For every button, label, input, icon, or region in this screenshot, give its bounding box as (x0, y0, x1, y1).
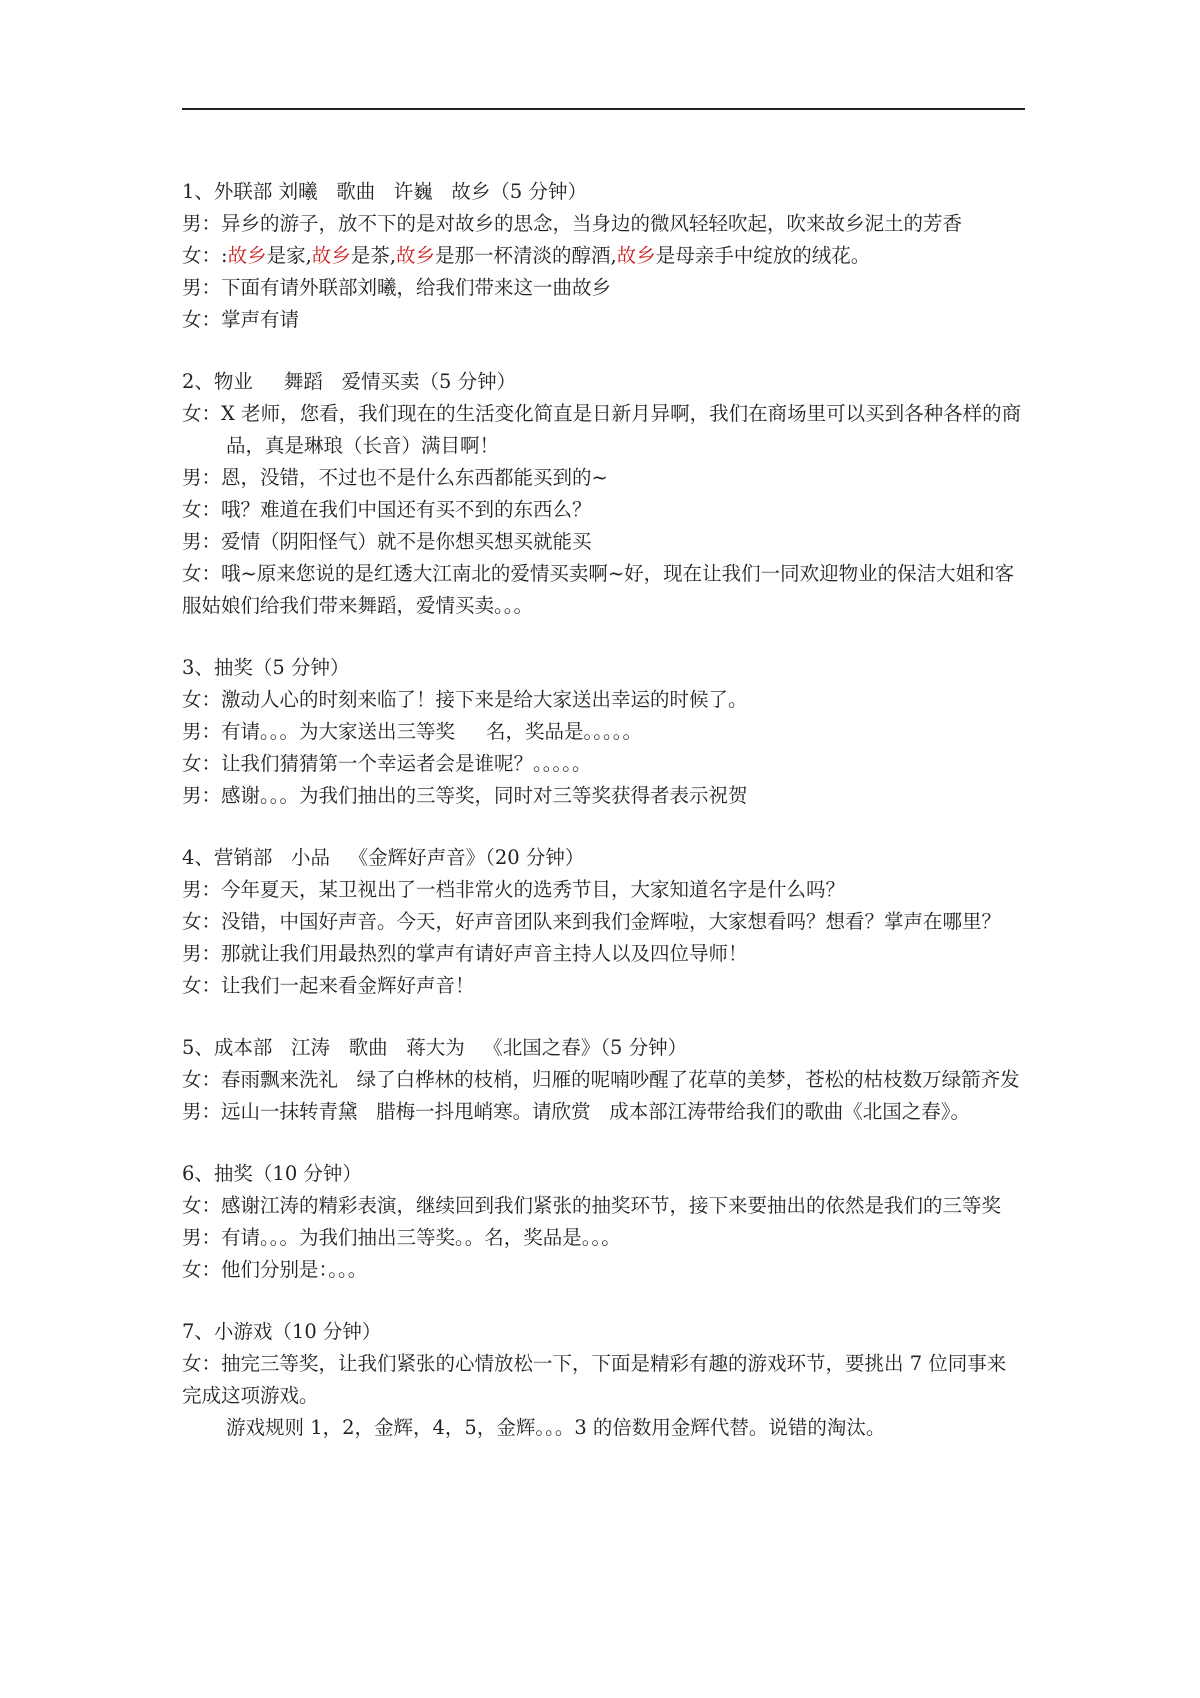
dialogue-line: 女：哦？难道在我们中国还有买不到的东西么？ (182, 498, 592, 521)
section-title: 3、抽奖（5 分钟） (182, 656, 350, 679)
dialogue-line: 女：X 老师，您看，我们现在的生活变化简直是日新月异啊，我们在商场里可以买到各种各样的商品，真是琳琅（长音）满目啊！ (182, 402, 1022, 457)
program-section (182, 842, 1025, 1002)
line-text: 是家, (266, 244, 312, 267)
section-title: 2、物业 舞蹈 爱情买卖（5 分钟） (182, 370, 517, 393)
dialogue-line: 女：他们分别是：。。。 (182, 1258, 368, 1281)
section-title: 4、营销部 小品 《金辉好声音》（20 分钟） (182, 846, 585, 869)
dialogue-line: 游戏规则 1，2，金辉，4，5，金辉。。。3 的倍数用金辉代替。说错的淘汰。 (226, 1416, 886, 1439)
dialogue-line: 男：有请。。。为大家送出三等奖 名，奖品是。。。。。 (182, 720, 642, 743)
program-section (182, 1158, 1025, 1286)
dialogue-line: 女：抽完三等奖，让我们紧张的心情放松一下，下面是精彩有趣的游戏环节，要挑出 7 位同事来完成这项游戏。 (182, 1352, 1007, 1407)
dialogue-line: 女：感谢江涛的精彩表演，继续回到我们紧张的抽奖环节，接下来要抽出的依然是我们的三等奖 (182, 1194, 1002, 1217)
line-text: 女：: (182, 244, 228, 267)
highlighted-text: 故乡 (616, 244, 656, 267)
section-title: 1、外联部 刘曦 歌曲 许巍 故乡（5 分钟） (182, 180, 587, 203)
document-body (182, 176, 1025, 1474)
dialogue-line: 男：恩，没错，不过也不是什么东西都能买到的~ (182, 466, 608, 489)
highlighted-text: 故乡 (311, 244, 351, 267)
program-section (182, 176, 1025, 336)
dialogue-line: 女：让我们猜猜第一个幸运者会是谁呢？。。。。。 (182, 752, 592, 775)
dialogue-line: 女：春雨飘来洗礼 绿了白桦林的枝梢，归雁的呢喃吵醒了花草的美梦，苍松的枯枝数万绿箭齐发 (182, 1068, 1020, 1091)
line-text: 是母亲手中绽放的绒花。 (655, 244, 871, 267)
dialogue-line: 女：让我们一起来看金辉好声音！ (182, 974, 475, 997)
dialogue-line: 女：激动人心的时刻来临了！接下来是给大家送出幸运的时候了。 (182, 688, 748, 711)
section-title: 5、成本部 江涛 歌曲 蒋大为 《北国之春》（5 分钟） (182, 1036, 688, 1059)
line-text: 是那一杯清淡的醇酒, (435, 244, 617, 267)
dialogue-line: 男：感谢。。。为我们抽出的三等奖，同时对三等奖获得者表示祝贺 (182, 784, 748, 807)
section-title: 7、小游戏（10 分钟） (182, 1320, 382, 1343)
highlighted-text: 故乡 (396, 244, 436, 267)
dialogue-line: 男：今年夏天，某卫视出了一档非常火的选秀节目，大家知道名字是什么吗？ (182, 878, 846, 901)
dialogue-line: 女：没错，中国好声音。今天，好声音团队来到我们金辉啦，大家想看吗？想看？掌声在哪里？ (182, 910, 1002, 933)
program-section (182, 652, 1025, 812)
line-text: 是茶, (350, 244, 397, 267)
dialogue-line: 男：那就让我们用最热烈的掌声有请好声音主持人以及四位导师！ (182, 942, 748, 965)
program-section (182, 366, 1025, 622)
highlighted-text: 故乡 (227, 244, 267, 267)
dialogue-line: 女：掌声有请 (182, 308, 300, 331)
program-section (182, 1032, 1025, 1128)
dialogue-line: 男：异乡的游子，放不下的是对故乡的思念，当身边的微风轻轻吹起，吹来故乡泥土的芳香 (182, 212, 963, 235)
dialogue-line: 男：远山一抹转青黛 腊梅一抖甩峭寒。请欣赏 成本部江涛带给我们的歌曲《北国之春》。 (182, 1100, 970, 1123)
dialogue-line: 男：爱情（阴阳怪气）就不是你想买想买就能买 (182, 530, 592, 553)
program-section (182, 1316, 1025, 1444)
dialogue-line: 男：下面有请外联部刘曦，给我们带来这一曲故乡 (182, 276, 612, 299)
dialogue-line: 女：哦~原来您说的是红透大江南北的爱情买卖啊~好，现在让我们一同欢迎物业的保洁大姐和客服姑娘们给我们带来舞蹈，爱情买卖。。。 (182, 562, 1015, 617)
header-rule (182, 108, 1025, 110)
dialogue-line (182, 240, 1025, 272)
dialogue-line: 男：有请。。。为我们抽出三等奖。。名，奖品是。。。 (182, 1226, 621, 1249)
section-title: 6、抽奖（10 分钟） (182, 1162, 362, 1185)
